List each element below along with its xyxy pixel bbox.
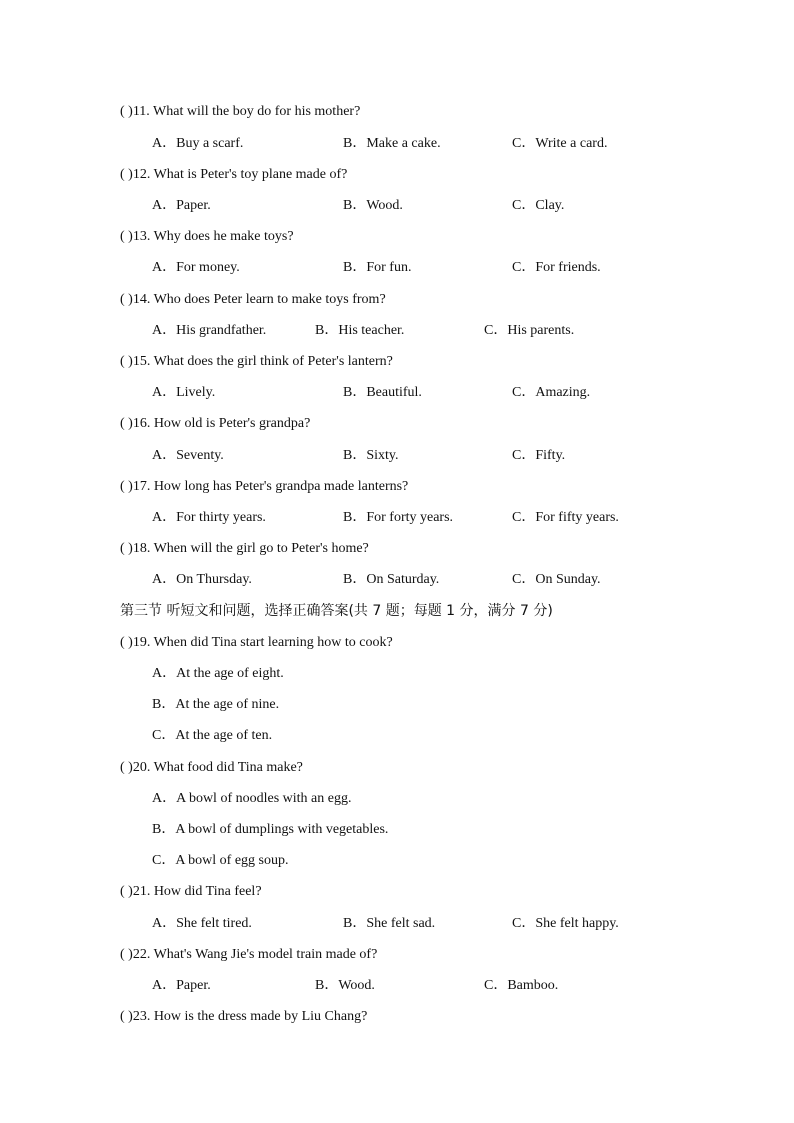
- option-a: A．Paper.: [152, 198, 211, 213]
- question-text: ( )23. How is the dress made by Liu Chang?: [120, 1009, 368, 1024]
- question-text: ( )11. What will the boy do for his mother?: [120, 104, 361, 119]
- question-text: ( )19. When did Tina start learning how to cook?: [120, 635, 393, 650]
- question-text: ( )22. What's Wang Jie's model train made of?: [120, 947, 378, 962]
- question-20: [0, 757, 794, 779]
- option-c: C．Write a card.: [512, 136, 608, 151]
- option-a: A．At the age of eight.: [152, 666, 284, 681]
- section-heading: [0, 600, 794, 622]
- options-row: [0, 257, 794, 279]
- option-a: A．Paper.: [152, 978, 211, 993]
- option-b: B．For forty years.: [343, 510, 454, 525]
- question-22: [0, 944, 794, 966]
- question-14: [0, 289, 794, 311]
- option-a: A．Lively.: [152, 385, 216, 400]
- option-c: C．Amazing.: [512, 385, 591, 400]
- option-c: C．Fifty.: [512, 448, 566, 463]
- options-row: [0, 913, 794, 935]
- option-c: C．On Sunday.: [512, 572, 601, 587]
- option-b: B．Sixty.: [343, 448, 399, 463]
- question-16: [0, 413, 794, 435]
- option-a: A．For money.: [152, 260, 240, 275]
- option-row: [0, 788, 794, 810]
- option-b: B．Beautiful.: [343, 385, 422, 400]
- question-12: [0, 164, 794, 186]
- question-text: ( )15. What does the girl think of Peter's lantern?: [120, 354, 393, 369]
- option-b: B．Wood.: [343, 198, 403, 213]
- options-row: [0, 195, 794, 217]
- question-13: [0, 226, 794, 248]
- question-11: [0, 101, 794, 123]
- question-text: ( )17. How long has Peter's grandpa made lanterns?: [120, 479, 409, 494]
- option-b: B．For fun.: [343, 260, 412, 275]
- option-b: B．Make a cake.: [343, 136, 441, 151]
- option-c: C．At the age of ten.: [152, 728, 273, 743]
- option-c: C．A bowl of egg soup.: [152, 853, 289, 868]
- options-row: [0, 975, 794, 997]
- option-b: B．She felt sad.: [343, 916, 436, 931]
- question-text: ( )12. What is Peter's toy plane made of?: [120, 167, 348, 182]
- option-row: [0, 850, 794, 872]
- option-b: B．A bowl of dumplings with vegetables.: [152, 822, 389, 837]
- option-row: [0, 694, 794, 716]
- options-row: [0, 133, 794, 155]
- options-row: [0, 445, 794, 467]
- option-c: C．Bamboo.: [484, 978, 559, 993]
- option-a: A．A bowl of noodles with an egg.: [152, 791, 352, 806]
- section-3-heading: 第三节 听短文和问题，选择正确答案(共 7 题；每题 1 分，满分 7 分): [120, 603, 553, 619]
- option-c: C．For friends.: [512, 260, 601, 275]
- option-c: C．His parents.: [484, 323, 575, 338]
- question-18: [0, 538, 794, 560]
- option-a: A．His grandfather.: [152, 323, 267, 338]
- question-21: [0, 881, 794, 903]
- question-text: ( )18. When will the girl go to Peter's home?: [120, 541, 369, 556]
- option-a: A．She felt tired.: [152, 916, 252, 931]
- question-text: ( )16. How old is Peter's grandpa?: [120, 416, 311, 431]
- question-19: [0, 632, 794, 654]
- option-a: A．Seventy.: [152, 448, 224, 463]
- options-row: [0, 382, 794, 404]
- question-23: [0, 1006, 794, 1028]
- option-b: B．Wood.: [315, 978, 375, 993]
- options-row: [0, 320, 794, 342]
- options-row: [0, 507, 794, 529]
- option-a: A．On Thursday.: [152, 572, 252, 587]
- option-c: C．She felt happy.: [512, 916, 619, 931]
- question-text: ( )21. How did Tina feel?: [120, 884, 262, 899]
- option-b: B．At the age of nine.: [152, 697, 280, 712]
- option-row: [0, 725, 794, 747]
- question-text: ( )20. What food did Tina make?: [120, 760, 303, 775]
- question-text: ( )14. Who does Peter learn to make toys from?: [120, 292, 386, 307]
- option-b: B．His teacher.: [315, 323, 405, 338]
- option-row: [0, 663, 794, 685]
- question-17: [0, 476, 794, 498]
- option-b: B．On Saturday.: [343, 572, 440, 587]
- option-a: A．Buy a scarf.: [152, 136, 244, 151]
- options-row: [0, 569, 794, 591]
- question-text: ( )13. Why does he make toys?: [120, 229, 294, 244]
- option-a: A．For thirty years.: [152, 510, 266, 525]
- option-row: [0, 819, 794, 841]
- option-c: C．For fifty years.: [512, 510, 619, 525]
- question-15: [0, 351, 794, 373]
- option-c: C．Clay.: [512, 198, 565, 213]
